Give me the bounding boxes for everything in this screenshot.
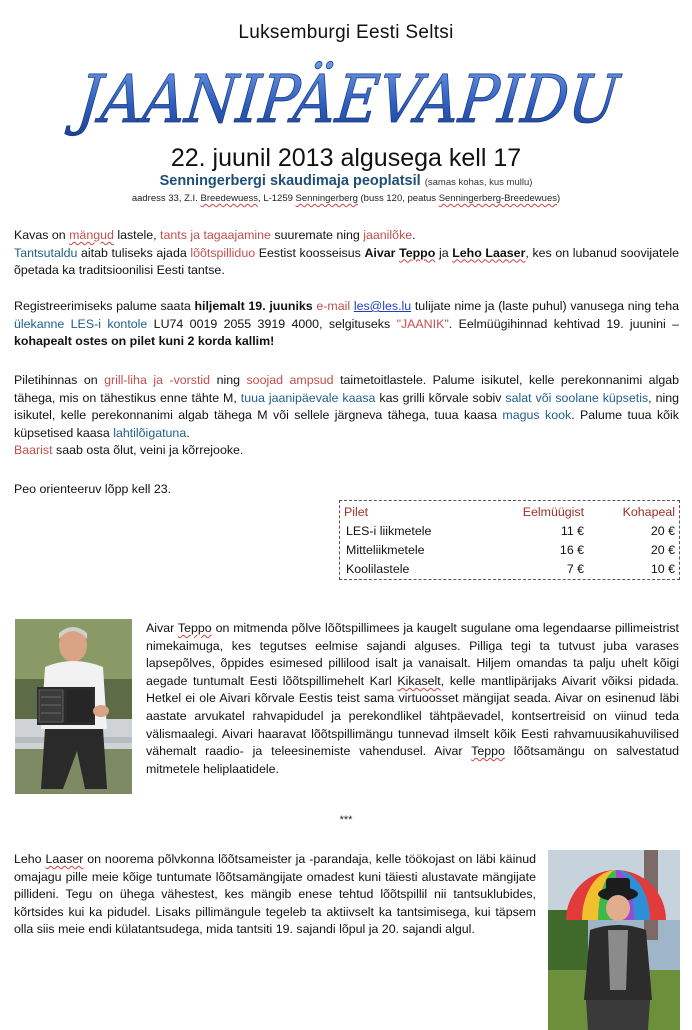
address-part: , L-1259 (258, 193, 296, 204)
text-run: aitab tuliseks ajada (77, 245, 191, 260)
organization-name: Luksemburgi Eesti Seltsi (238, 22, 454, 43)
text-run: . Palume tuua kõik küpsetised kaasa (14, 408, 679, 440)
text-run: , kelle mantlipärijaks Aivarit võiksi pidada. Hetkel ei ole Aivari kõrvale Eestis teist sama virtuoosset mängijat seada. Aivar on esinenud läbi aastate arvukatel rahvapidudel ja perekondlikel tähtpäevadel, kontsertreisid on viinud teda välismaalegi. Aivari haaravat lõõtspillimängu tunnevad ilmselt kõik Eesti rahvamuusikahuvilised vähemalt raadio- ja teleesinemiste vahendusel. Aivar (146, 673, 679, 759)
text-run: Piletihinnas on (14, 373, 105, 387)
highlight-games: mängud (69, 228, 114, 242)
performer-name: Leho Laaser (452, 245, 526, 260)
table-cell: Mitteliikmetele (346, 542, 425, 557)
text-run: tulijate nime ja (laste puhul) vanusega ning teha (411, 299, 679, 313)
section-separator: *** (339, 814, 353, 826)
table-cell: 7 € (566, 561, 585, 576)
table-cell: 16 € (559, 542, 585, 557)
table-cell: Koolilastele (346, 561, 410, 576)
highlight-email: e-mail (316, 299, 351, 313)
text-run: lastele, (113, 228, 161, 242)
table-row (340, 559, 679, 578)
text-run: , kes on lubanud soovijatele õpetada ka traditsioonilisi Eesti tantse. (14, 245, 680, 278)
text-run: Kavas on (14, 228, 70, 242)
text-run: saab osta õlut, veini ja kõrrejooke. (52, 443, 244, 458)
highlight-bar: Baarist (14, 443, 53, 458)
text-run: kas grilli kõrvale sobiv (375, 390, 506, 405)
text-run: Laaser (45, 852, 84, 866)
text-run: taimetoitlastele. Palume isikutel, kelle perekonnanimi algab tähega, mis on tähestikus enne tähte M, (14, 373, 680, 405)
text-run: . Eelmüügihinnad kehtivad 19. juunini – (448, 316, 680, 331)
text-run: Registreerimiseks palume saata (14, 299, 195, 313)
laaser-bio (14, 851, 536, 939)
highlight-dance-floor: Tantsutaldu (14, 245, 78, 260)
venue-address (0, 193, 692, 204)
text-run: . (412, 228, 416, 242)
venue-line (0, 173, 692, 189)
table-cell: 11 € (560, 523, 585, 538)
umbrella-dancer-photo (548, 850, 680, 1030)
teppo-bio (146, 620, 679, 778)
performer-name: Teppo (399, 245, 436, 260)
registration-paragraph (14, 298, 679, 351)
text-run: ning (210, 373, 247, 387)
table-row (340, 540, 679, 559)
table-header-row (340, 502, 679, 521)
deadline: hiljemalt 19. juuniks (194, 299, 313, 313)
text-run: Kikaselt (397, 673, 441, 688)
performer-name: Aivar (364, 245, 400, 260)
program-paragraph (14, 227, 679, 280)
address-part: Senningerberg-Breedewues (438, 193, 557, 204)
highlight-transfer: ülekanne LES-i kontole (14, 316, 148, 331)
email-link[interactable]: les@les.lu (353, 299, 412, 313)
table-cell: 20 € (650, 523, 675, 538)
text-run: on mitmenda põlve lõõtspillimees ja kaugelt sugulane oma legendaarse pillimeistrist nimekaimuga, kes tegutses eelmise sajandi alguses. Pilliga tegi ta tutvust juba varases lapsepõlves, õppides esimesed pillilood isalt ja vanaisalt. Hiljem omandas ta palju uhelt kõigi aegade tuntumalt Eesti lõõtspillimehelt Karl (146, 621, 680, 688)
venue-name: Senningerbergi skaudimaja peoplatsil (159, 173, 421, 189)
food-paragraph (14, 372, 679, 460)
venue-note: (samas kohas, kus mullu) (424, 177, 533, 188)
text-run: lõõtsamängu on salvestatud mitmetele heliplaatidele. (146, 744, 679, 776)
text-run: Eestist koosseisus (255, 245, 365, 260)
text-run: Aivar (146, 621, 178, 635)
event-title: JAANIPÄEVAPIDU (74, 61, 692, 138)
address-part: Breedewuess (200, 193, 259, 204)
table-cell: LES-i liikmetele (346, 523, 432, 538)
table-cell: 20 € (650, 542, 675, 557)
column-header: Eelmüügist (522, 504, 585, 519)
table-cell: 10 € (650, 561, 675, 576)
text-run: Teppo (471, 744, 505, 759)
end-note: Peo orienteeruv lõpp kell 23. (14, 482, 172, 496)
price-warning: kohapealt ostes on pilet kuni 2 korda kallim! (14, 334, 275, 349)
event-title-banner (70, 61, 692, 144)
text-run: ja (435, 245, 453, 260)
table-row (340, 521, 679, 540)
highlight-sliced: lahtilõigatuna (113, 425, 187, 440)
price-table (339, 500, 680, 580)
column-header: Kohapeal (622, 504, 675, 519)
column-header: Pilet (344, 504, 369, 519)
text-run: Teppo (177, 621, 212, 635)
text-run: LU74 0019 2055 3919 4000, selgituseks (147, 316, 397, 331)
text-run: on noorema põlvkonna lõõtsameister ja -parandaja, kelle töökojast on läbi käinud omajagu pille meie kõige tuntumate lõõtsamängijate omadest kuni täiesti alustavate mängijate pillideni. Tegu on ühega vähestest, kes mängib enese tehtud lõõtspillil nii tantsuklubides, kõrtsides kui ka pidudel. Lisaks pillimängule tegeleb ta aktiivselt ka tantsimisega, kui täpsem olla siis meie endi külatantsudega, mida tantsiti 19. sajandi lõpul ja 20. sajandi algul. (14, 852, 537, 937)
event-dateline: 22. juunil 2013 algusega kell 17 (170, 144, 522, 172)
address-part: ) (557, 193, 561, 204)
address-part: (buss 120, peatus (357, 193, 439, 204)
highlight-cake: magus kook (502, 408, 572, 423)
text-run: . (186, 425, 190, 440)
highlight-bring: tuua jaanipäevale kaasa (240, 390, 376, 405)
highlight-salad: salat või soolane küpsetis (505, 390, 649, 405)
text-run: , ning isikutel, kelle perekonnanimi algab tähega M või sellele järgneva tähega, tuua kaasa (14, 390, 679, 423)
highlight-snacks: soojad ampsud (246, 373, 334, 387)
text-run: Leho (14, 852, 46, 866)
address-part: aadress 33, Z.I. (131, 193, 201, 204)
highlight-duo: lõõtspilliduo (190, 245, 256, 260)
highlight-dance: tants ja tagaajamine (160, 228, 271, 242)
accordionist-photo (15, 619, 132, 794)
highlight-grill: grill-liha ja -vorstid (104, 373, 211, 387)
highlight-bonfire: jaanilõke (363, 228, 413, 242)
highlight-reference: "JAANIK" (396, 316, 449, 331)
text-run: suuremate ning (270, 228, 364, 242)
address-part: Senningerberg (295, 193, 358, 204)
